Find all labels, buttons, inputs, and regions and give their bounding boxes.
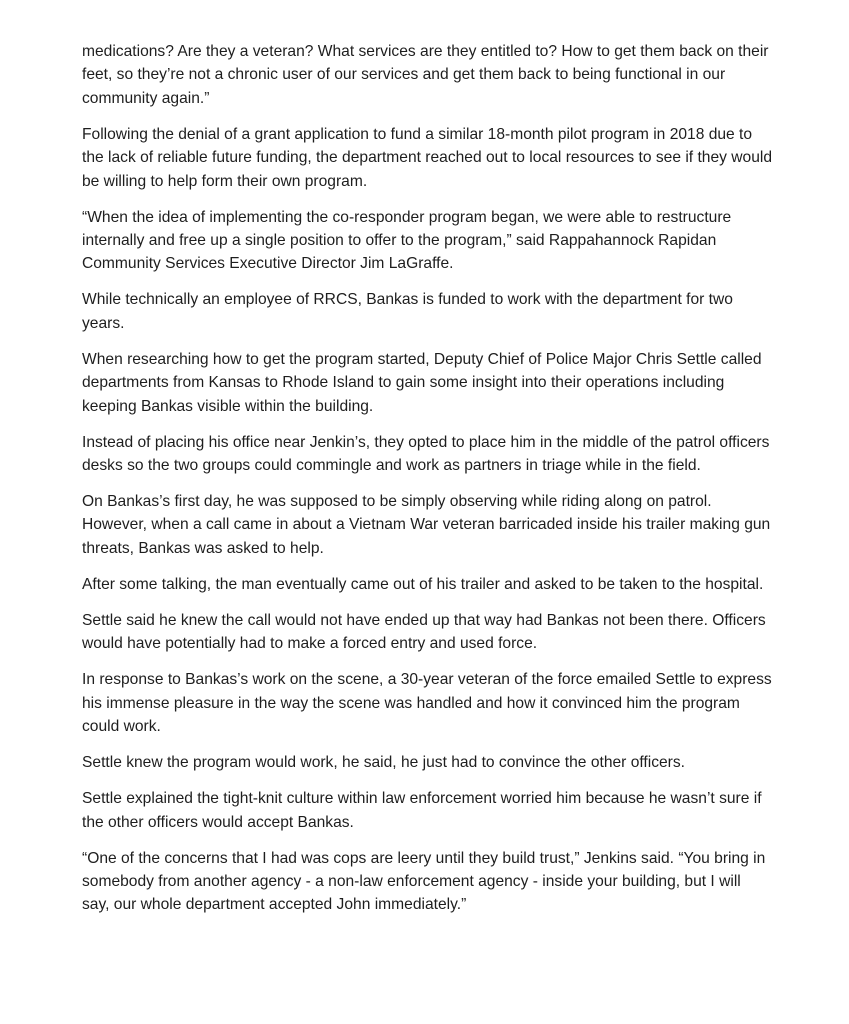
paragraph-tight-knit-culture: Settle explained the tight-knit culture within law enforcement worried him because he wasn’t sure if the other officers would accept Bankas. <box>82 790 762 831</box>
paragraph-rrcs-employee: While technically an employee of RRCS, Bankas is funded to work with the department for two years. <box>82 291 733 332</box>
paragraph-jenkins-quote: “One of the concerns that I had was cops are leery until they build trust,” Jenkins said. “You bring in somebody from another agency - a non-law enforcement agency - inside your building, but I will say, our whole department accepted John immediately.” <box>82 849 766 914</box>
document-page <box>82 40 772 929</box>
paragraph-first-day: On Bankas’s first day, he was supposed to be simply observing while riding along on patrol. However, when a call came in about a Vietnam War veteran barricaded inside his trailer making gun threats, Bankas was asked to help. <box>82 493 771 557</box>
paragraph-trailer-outcome: After some talking, the man eventually came out of his trailer and asked to be taken to the hospital. <box>82 575 764 593</box>
paragraph-lagraffe-quote: “When the idea of implementing the co-responder program began, we were able to restructure internally and free up a single position to offer to the program,” said Rappahannock Rapidan Community Services Executive Director Jim LaGraffe. <box>82 208 732 273</box>
paragraph-convince-officers: Settle knew the program would work, he said, he just had to convince the other officers. <box>82 754 686 772</box>
paragraph-office-placement: Instead of placing his office near Jenkin’s, they opted to place him in the middle of the patrol officers desks so the two groups could commingle and work as partners in triage while in the field. <box>82 433 770 475</box>
paragraph-settle-research: When researching how to get the program started, Deputy Chief of Police Major Chris Settle called departments from Kansas to Rhode Island to gain some insight into their operations including keeping Bankas visible within the building. <box>82 350 762 415</box>
paragraph-settle-forced-entry: Settle said he knew the call would not have ended up that way had Bankas not been there. Officers would have potentially had to make a forced entry and used force. <box>82 611 766 653</box>
paragraph-veteran-email: In response to Bankas’s work on the scene, a 30-year veteran of the force emailed Settle to express his immense pleasure in the way the scene was handled and how it convinced him the program could work. <box>82 671 772 736</box>
paragraph-grant-denial: Following the denial of a grant application to fund a similar 18-month pilot program in 2018 due to the lack of reliable future funding, the department reached out to local resources to see if they would be willing to help form their own program. <box>82 125 773 190</box>
paragraph-veteran-services: medications? Are they a veteran? What services are they entitled to? How to get them back on their feet, so they’re not a chronic user of our services and get them back to being functional in our community again.” <box>82 43 769 107</box>
